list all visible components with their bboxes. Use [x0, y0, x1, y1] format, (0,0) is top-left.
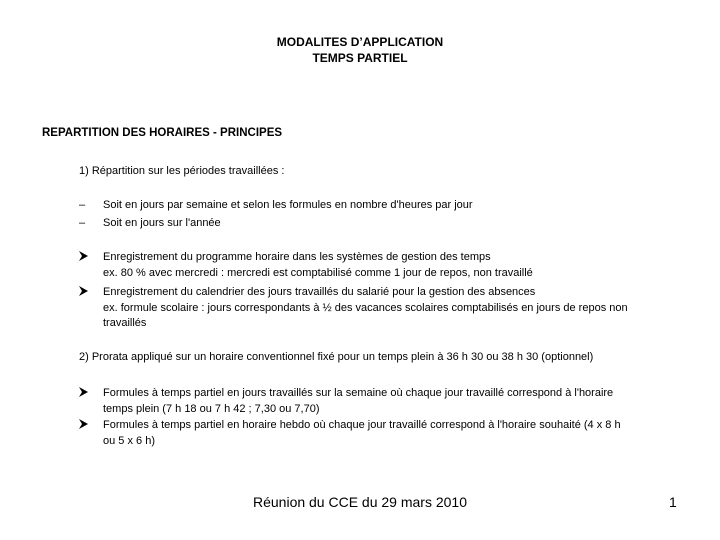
arrow-item-sub: ex. 80 % avec mercredi : mercredi est comptabilisé comme 1 jour de repos, non travaillé [103, 266, 533, 279]
dash-item-text: Soit en jours sur l'année [103, 217, 221, 229]
dash-marker: – [79, 217, 86, 229]
arrow-item-text: Enregistrement du calendrier des jours travaillés du salarié pour la gestion des absences [103, 286, 536, 298]
dash-item-text: Soit en jours par semaine et selon les formules en nombre d'heures par jour [103, 199, 473, 211]
arrow-item-text: Formules à temps partiel en jours travaillés sur la semaine où chaque jour travaillé correspond à l'horaire [103, 387, 614, 399]
arrow-item-text: Formules à temps partiel en horaire hebdo où chaque jour travaillé correspond à l'horaire souhaité (4 x 8 h [103, 419, 621, 431]
arrow-item-text: Enregistrement du programme horaire dans les systèmes de gestion des temps [103, 251, 491, 263]
section1-heading: 1) Répartition sur les périodes travaillées : [79, 165, 285, 177]
arrow-item-sub: travaillés [103, 317, 147, 329]
section-heading: REPARTITION DES HORAIRES - PRINCIPES [42, 127, 283, 139]
title-line-2: TEMPS PARTIEL [312, 51, 408, 65]
arrow-item-4 [79, 418, 679, 449]
arrow-item-1 [79, 250, 679, 281]
arrow-item-3 [79, 386, 679, 417]
section2-heading: 2) Prorata appliqué sur un horaire conventionnel fixé pour un temps plein à 36 h 30 ou 38 h 30 (optionnel) [79, 351, 594, 363]
slide-title [0, 34, 720, 66]
footer-text: Réunion du CCE du 29 mars 2010 [252, 494, 468, 510]
dash-marker: – [79, 199, 86, 211]
arrow-bullet-icon [79, 250, 103, 281]
page-number: 1 [669, 494, 677, 510]
arrow-item-sub: ex. formule scolaire : jours correspondants à ½ des vacances scolaires comptabilisés en jours de repos non [103, 301, 628, 314]
arrow-item-text: temps plein (7 h 18 ou 7 h 42 ; 7,30 ou 7,70) [103, 402, 320, 415]
title-line-1: MODALITES D’APPLICATION [276, 35, 444, 49]
arrow-bullet-icon [79, 418, 103, 449]
arrow-bullet-icon [79, 386, 103, 417]
dash-item-2 [79, 216, 679, 232]
arrow-bullet-icon [79, 285, 103, 332]
dash-item-1 [79, 198, 679, 214]
arrow-item-2 [79, 285, 679, 332]
arrow-item-text: ou 5 x 6 h) [103, 434, 155, 447]
